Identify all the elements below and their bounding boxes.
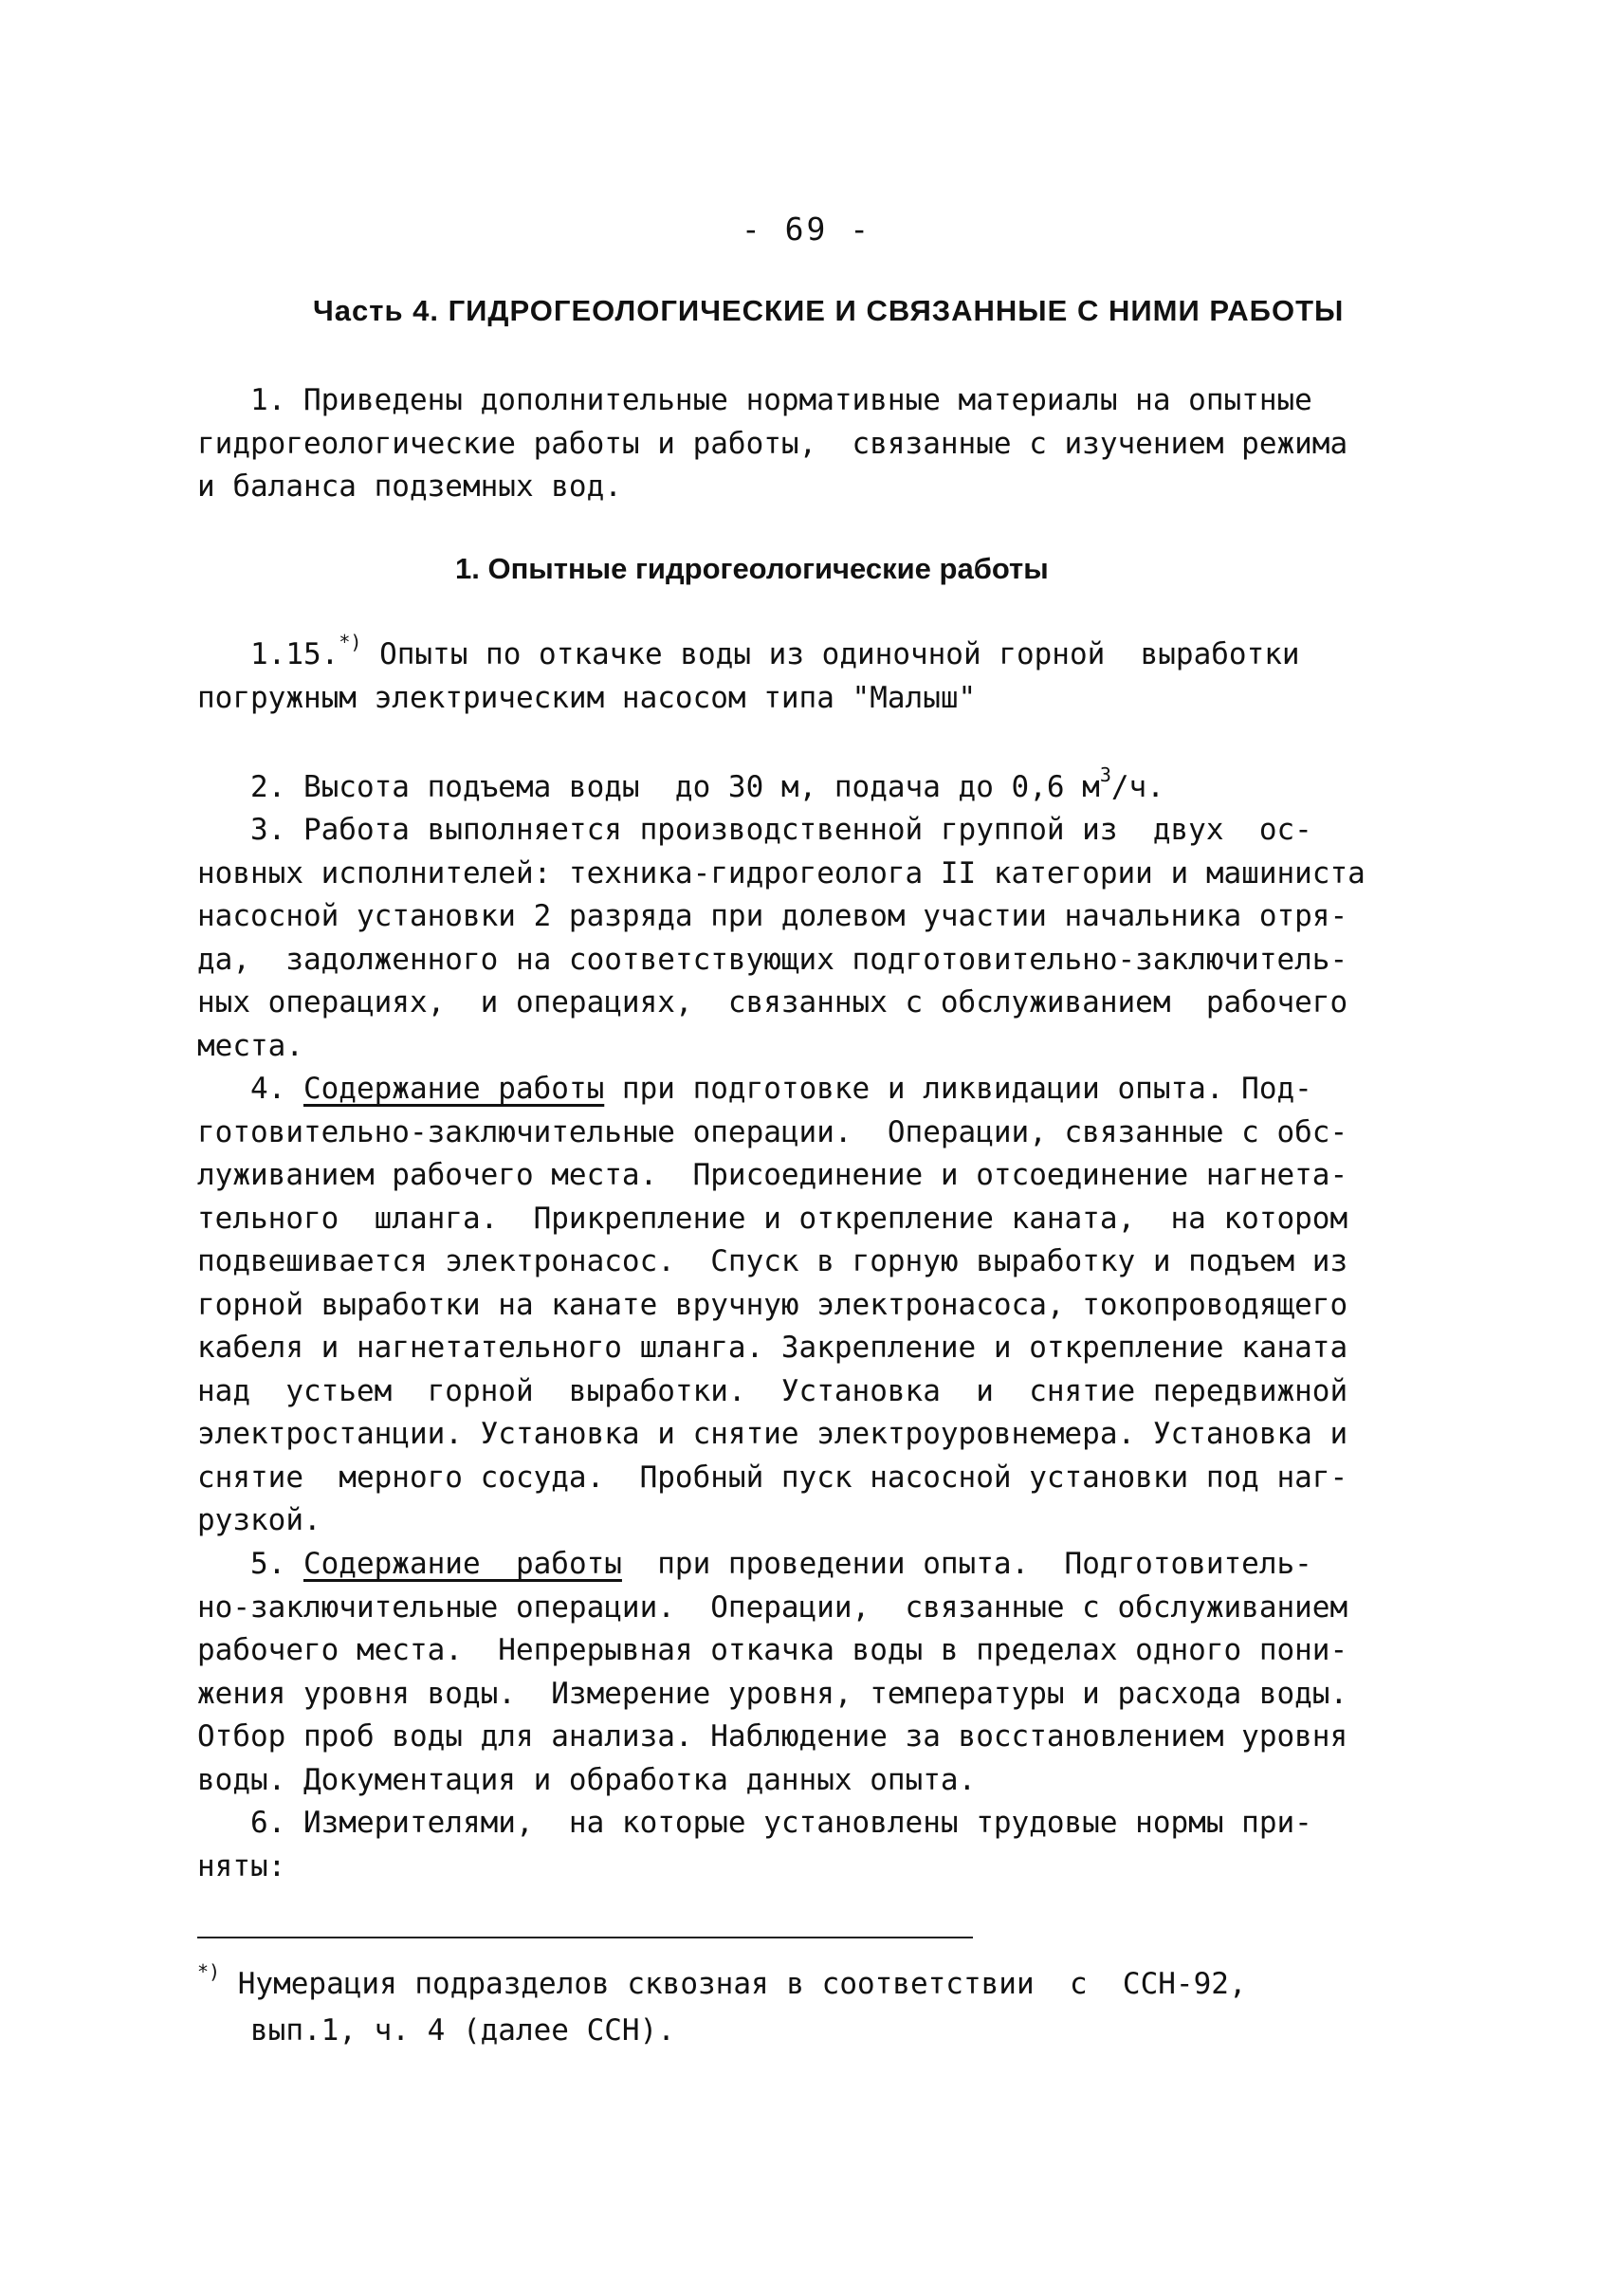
- item-5-line: Отбор проб воды для анализа. Наблюдение за восстановлением уровня: [197, 1719, 1348, 1754]
- item-4: [197, 1068, 1430, 1543]
- item-4-line: электростанции. Установка и снятие электроуровнемера. Установка и: [197, 1417, 1348, 1451]
- item-5-heading: Содержание работы: [302, 1547, 622, 1581]
- intro-line: и баланса подземных вод.: [197, 469, 622, 504]
- item-3-line: 3. Работа выполняется производственной группой из двух ос-: [197, 813, 1312, 847]
- page-number: - 69 -: [741, 211, 872, 248]
- item-1-15-number: 1.15.: [197, 637, 339, 671]
- item-4-line: при подготовке и ликвидации опыта. Под-: [604, 1072, 1312, 1106]
- item-4-line: горной выработки на канате вручную электронасоса, токопроводящего: [197, 1287, 1348, 1322]
- item-1-15-text: Опыты по откачке воды из одиночной горной выработки: [361, 637, 1300, 671]
- footnote: [197, 1961, 1430, 2054]
- item-2-suffix: /ч.: [1110, 770, 1164, 804]
- item-3-line: насосной установки 2 разряда при долевом участии начальника отря-: [197, 899, 1348, 933]
- section-title: 1. Опытные гидрогеологические работы: [455, 552, 1049, 585]
- item-5-prefix: 5.: [197, 1547, 303, 1581]
- intro-line: 1. Приведены дополнительные нормативные материалы на опытные: [197, 383, 1312, 417]
- item-5-line: жения уровня воды. Измерение уровня, температуры и расхода воды.: [197, 1676, 1348, 1711]
- footnote-text: Нумерация подразделов сквозная в соответствии с ССН-92,: [220, 1967, 1247, 2001]
- item-5-line: рабочего места. Непрерывная откачка воды в пределах одного пони-: [197, 1633, 1348, 1667]
- item-5-line: воды. Документация и обработка данных опыта.: [197, 1762, 977, 1797]
- item-4-line: готовительно-заключительные операции. Операции, связанные с обс-: [197, 1114, 1348, 1149]
- intro-paragraph: [197, 379, 1430, 509]
- footnote-rule: [197, 1937, 973, 1938]
- item-3: [197, 809, 1430, 1068]
- part-title: Часть 4. ГИДРОГЕОЛОГИЧЕСКИЕ И СВЯЗАННЫЕ С НИМИ РАБОТЫ: [313, 294, 1345, 327]
- item-5-line: при проведении опыта. Подготовитель-: [621, 1547, 1312, 1581]
- item-4-line: снятие мерного сосуда. Пробный пуск насосной установки под наг-: [197, 1460, 1348, 1495]
- item-4-line: тельного шланга. Прикрепление и открепление каната, на котором: [197, 1201, 1348, 1236]
- item-3-line: места.: [197, 1028, 303, 1063]
- footnote-mark: *): [197, 1960, 221, 1983]
- item-6: [197, 1802, 1430, 1888]
- item-1-15: [197, 631, 1430, 720]
- item-4-line: кабеля и нагнетательного шланга. Закрепление и открепление каната: [197, 1331, 1348, 1365]
- item-2-text: 2. Высота подъема воды до 30 м, подача до 0,6 м: [197, 770, 1100, 804]
- item-2: [197, 763, 1430, 810]
- item-1-15-text: погружным электрическим насосом типа "Малыш": [197, 680, 977, 715]
- intro-line: гидрогеологические работы и работы, связанные с изучением режима: [197, 426, 1348, 461]
- item-4-prefix: 4.: [197, 1072, 303, 1106]
- item-4-line: луживанием рабочего места. Присоединение и отсоединение нагнета-: [197, 1158, 1348, 1192]
- item-4-line: подвешивается электронасос. Спуск в горную выработку и подъем из: [197, 1244, 1348, 1278]
- item-3-line: новных исполнителей: техника-гидрогеолога II категории и машиниста: [197, 855, 1366, 891]
- item-4-line: рузкой.: [197, 1503, 321, 1537]
- footnote-reference: *): [339, 631, 362, 653]
- item-6-line: 6. Измерителями, на которые установлены трудовые нормы при-: [197, 1806, 1312, 1840]
- item-5-line: но-заключительные операции. Операции, связанные с обслуживанием: [197, 1589, 1348, 1625]
- item-4-heading: Содержание работы: [302, 1072, 605, 1106]
- item-3-line: да, задолженного на соответствующих подготовительно-заключитель-: [197, 942, 1348, 977]
- footnote-text: вып.1, ч. 4 (далее ССН).: [197, 2013, 675, 2048]
- item-4-line: над устьем горной выработки. Установка и снятие передвижной: [197, 1373, 1348, 1408]
- item-5: [197, 1543, 1430, 1802]
- item-2-superscript: 3: [1099, 763, 1111, 786]
- item-6-line: няты:: [197, 1848, 286, 1883]
- item-3-line: ных операциях, и операциях, связанных с обслуживанием рабочего: [197, 985, 1348, 1019]
